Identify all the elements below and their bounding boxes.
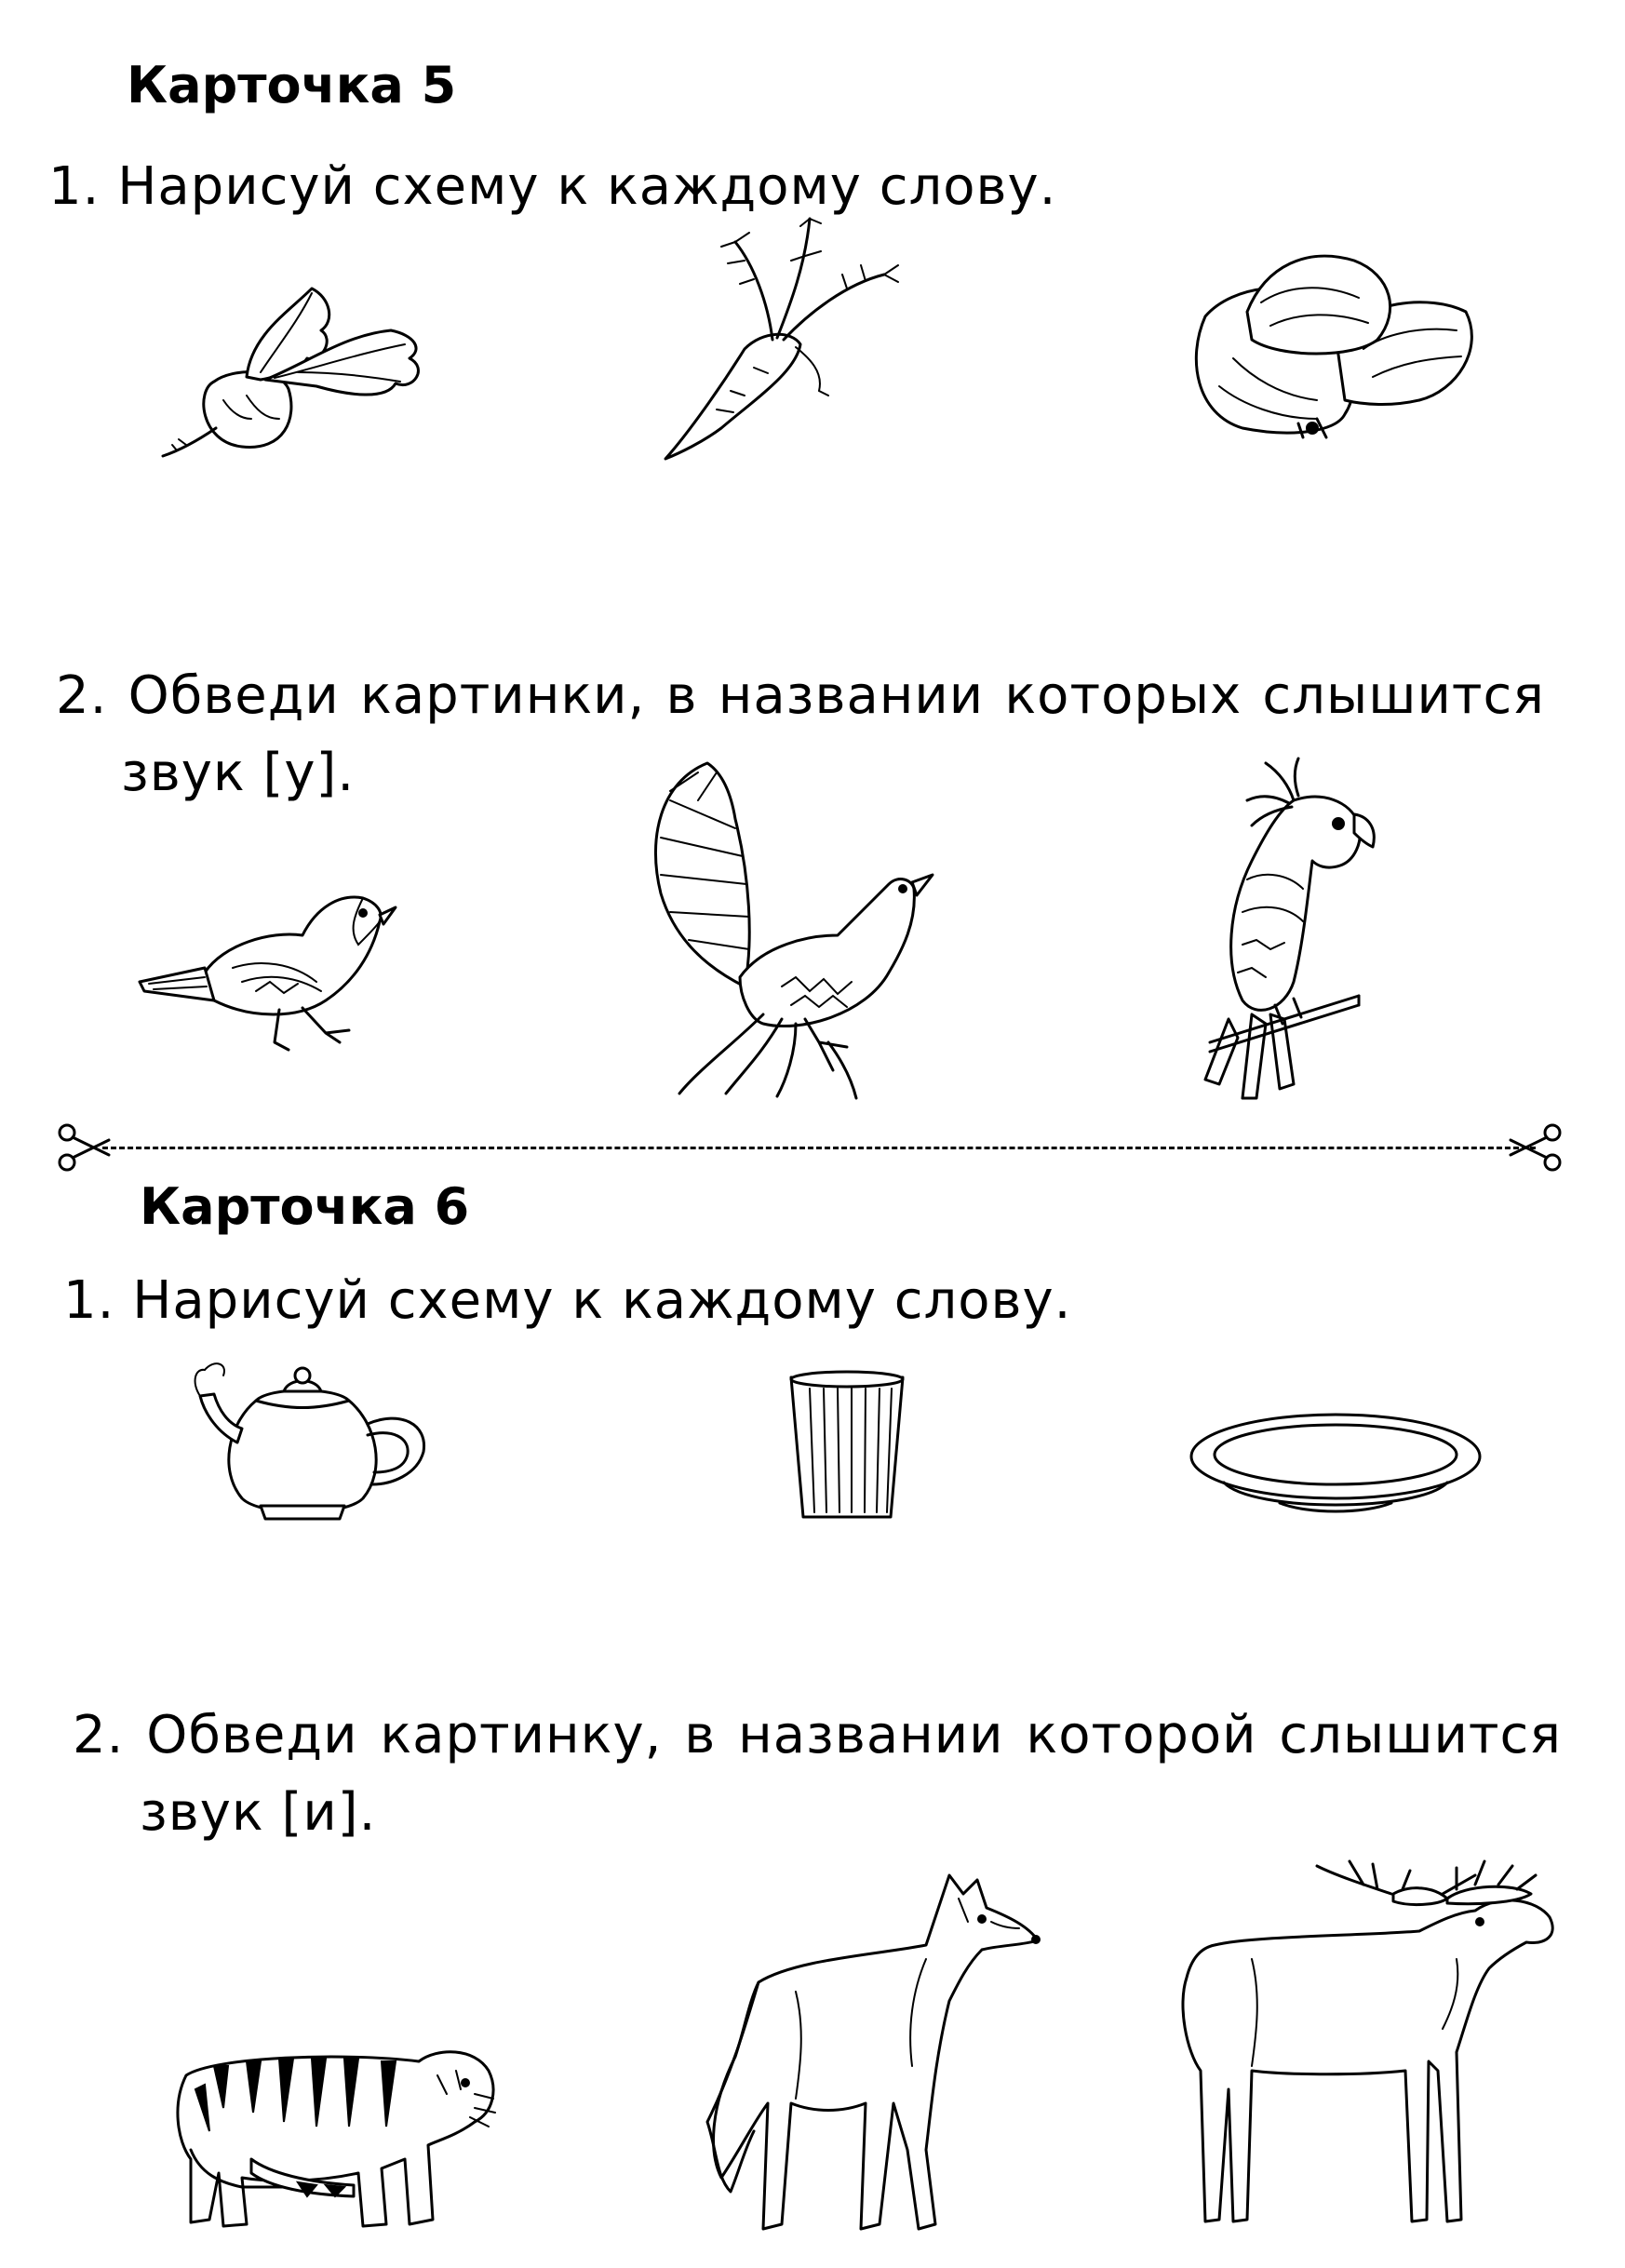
sparrow-icon xyxy=(140,879,391,1066)
tiger-icon xyxy=(158,2020,512,2243)
task-word: которых xyxy=(1004,665,1242,726)
task-word: картинки, xyxy=(360,665,646,726)
task-word: слышится xyxy=(1262,665,1545,726)
moose-icon xyxy=(1177,1847,1559,2248)
card5-task2-line1 xyxy=(56,665,1545,726)
card5-task2-line2: звук [у]. xyxy=(121,743,356,803)
task-word: в xyxy=(684,1705,717,1765)
cabbage-icon xyxy=(1177,247,1484,442)
card6-task2-line1 xyxy=(73,1705,1562,1765)
task-word: названии xyxy=(738,1705,1004,1765)
card5-title: Карточка 5 xyxy=(127,56,457,114)
cut-line xyxy=(102,1147,1536,1149)
plate-icon xyxy=(1187,1410,1484,1522)
capercaillie-icon xyxy=(642,763,940,1098)
task-word: Обведи xyxy=(128,665,340,726)
task-text: Нарисуй схему к каждому слову. xyxy=(117,156,1057,217)
beet-icon xyxy=(158,279,437,465)
task-word: в xyxy=(665,665,698,726)
card6-title: Карточка 6 xyxy=(140,1177,470,1236)
task-number: 1. xyxy=(48,156,101,217)
card6-task2-line2: звук [и]. xyxy=(140,1782,377,1843)
teapot-icon xyxy=(177,1359,437,1526)
task-word: слышится xyxy=(1279,1705,1562,1765)
task-word: Обведи xyxy=(146,1705,358,1765)
task-word: названии xyxy=(718,665,985,726)
wolf-icon xyxy=(703,1871,1047,2243)
task-number: 1. xyxy=(63,1270,115,1331)
scissors-icon xyxy=(1506,1121,1562,1174)
task-word: которой xyxy=(1026,1705,1257,1765)
task-text: Нарисуй схему к каждому слову. xyxy=(132,1270,1072,1331)
carrot-icon xyxy=(661,209,959,461)
task-number: 2. xyxy=(56,665,108,726)
card5-task1 xyxy=(48,156,1056,217)
card6-task1 xyxy=(63,1270,1071,1331)
parrot-icon xyxy=(1201,758,1377,1103)
glass-icon xyxy=(786,1368,907,1522)
card6-task2 xyxy=(73,1705,1562,1843)
task-word: картинку, xyxy=(380,1705,663,1765)
scissors-icon xyxy=(58,1121,114,1174)
task-number: 2. xyxy=(73,1705,125,1765)
